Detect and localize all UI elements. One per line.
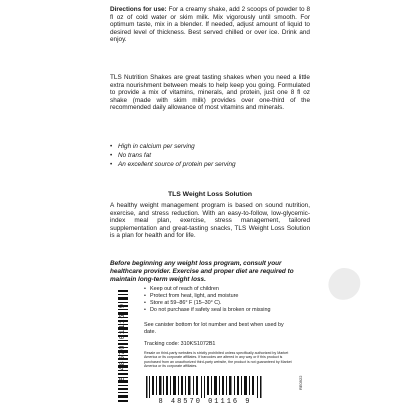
solution-text: A healthy weight management program is based on sound nutrition, exercise, and stress reduction. With an easy-to-follow, low-glycemic-index meal plan, exercise, stress management, tailored supplementation and great-tasting snacks, TLS Weight Loss Solution is a plan for health and for life. [110, 202, 310, 240]
feature-item: • High in calcium per serving [110, 142, 310, 151]
feature-item: • An excellent source of protein per serving [110, 160, 310, 169]
feature-list [110, 142, 310, 169]
label-code: RE0922 [298, 375, 303, 390]
storage-item: • Keep out of reach of children [144, 286, 310, 293]
product-label [110, 0, 310, 420]
storage-item: • Do not purchase if safety seal is broken or missing [144, 307, 310, 314]
storage-list [144, 286, 310, 314]
directions-paragraph [110, 6, 310, 44]
barcode-icon [146, 376, 264, 406]
vertical-barcode-icon [110, 284, 128, 404]
product-description: TLS Nutrition Shakes are great tasting shakes when you need a little extra nourishment between meals to help keep you going. Formulated to provide a mix of vitamins, minerals, and protein, just one 8 fl oz shake (made with skim milk) provides over one-third of the recommended daily allowance of most vitamins and minerals. [110, 74, 310, 112]
label-footer [110, 284, 310, 420]
cream-splash-icon [324, 264, 364, 304]
feature-item: • No trans fat [110, 151, 310, 160]
vertical-barcode-number: 8 48570 01116 9 [119, 303, 127, 382]
directions-heading: Directions for use: [110, 6, 167, 13]
storage-item: • Store at 59–86° F (15–30° C). [144, 300, 310, 307]
lot-note: See canister bottom for lot number and best when used by date. [144, 322, 284, 335]
directions-text: For a creamy shake, add 2 scoops of powder to 8 fl oz of cold water or skim milk. Mix vigorously until smooth. For optimum taste, mix in a blender. If needed, adjust amount of liquid to desired level of thickness. Best served chilled or over ice. Drink and enjoy. [110, 6, 310, 44]
barcode-number: 8 48570 01116 9 [158, 398, 252, 406]
tracking-code: Tracking code: 310KS1072B1 [144, 341, 216, 347]
warning-text: Before beginning any weight loss program, consult your healthcare provider. Exercise and proper diet are required to maintain long-term weight loss. [110, 260, 294, 283]
barcode-bars [146, 376, 264, 398]
resale-fine-print: Resale on third-party websites is strictly prohibited unless specifically authorized by Market America or its corporate affiliates. If barcodes are altered in any way or if this product is purchased from an unauthorized third-party website, the product is not guaranteed by Market America or its corporate affiliates. [144, 351, 292, 369]
solution-title: TLS Weight Loss Solution [167, 191, 253, 198]
storage-item: • Protect from heat, light, and moisture [144, 293, 310, 300]
